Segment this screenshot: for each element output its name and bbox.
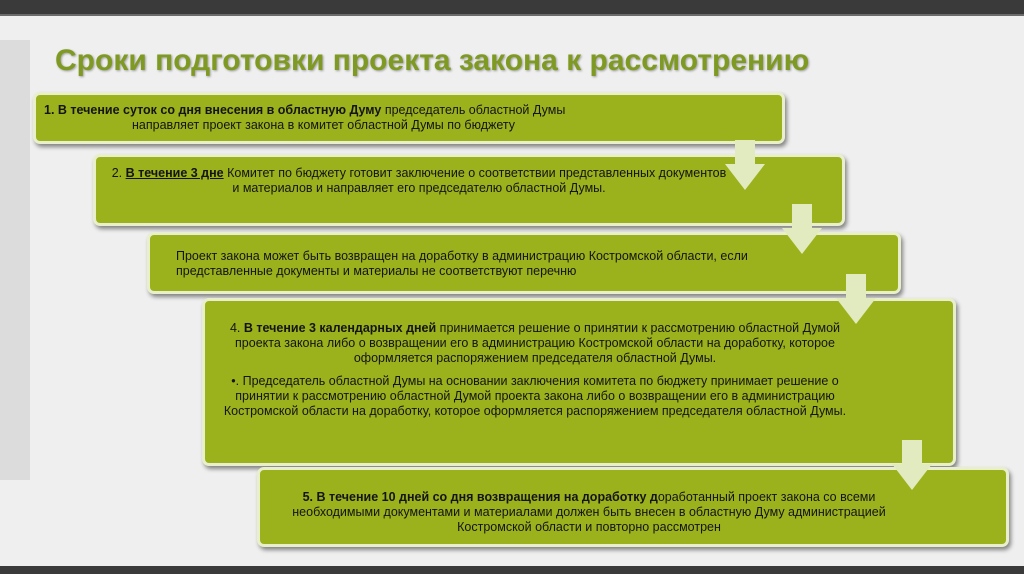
step-1-bold: 1. В течение суток со дня внесения в областную Думу: [44, 103, 382, 117]
top-line: [0, 14, 1024, 16]
step-2-prefix: 2.: [111, 166, 126, 180]
step-4-bold: В течение 3 календарных дней: [243, 321, 437, 335]
step-3-text: Проект закона может быть возвращен на доработку в администрацию Костромской области, если представленные документы и материалы не соответствуют перечню: [176, 249, 748, 278]
top-bar: [0, 0, 1024, 14]
step-4-prefix: 4.: [229, 321, 244, 335]
step-4-text: [217, 321, 853, 366]
bottom-bar: [0, 566, 1024, 574]
left-stripe: [0, 40, 30, 480]
step-1-box: [33, 92, 785, 144]
arrow-down-icon: [725, 140, 765, 190]
step-2-text: [108, 166, 730, 196]
arrow-down-icon: [836, 274, 876, 324]
step-1-line1-rest: председатель областной Думы: [381, 103, 566, 117]
step-2-rest: Комитет по бюджету готовит заключение о соответствии представленных документов и материалов и направляет его председателю областной Думы.: [223, 166, 727, 195]
page-title: Сроки подготовки проекта закона к рассмотрению: [55, 44, 810, 77]
step-1-line1: [44, 103, 774, 118]
step-4-bullet-text: . Председатель областной Думы на основании заключения комитета по бюджету принимает решение о принятии к рассмотрению областной Думой проекта закона либо о возвращении его в администрацию Костромской области на доработку, которое оформляется распоряжением председателя областной Думы.: [223, 374, 847, 418]
step-2-bold: В течение 3 дне: [125, 166, 224, 180]
step-5-bold: 5. В течение 10 дней со дня возвращения на доработку д: [302, 490, 658, 504]
step-4-rest: принимается решение о принятии к рассмотрению областной Думой проекта закона либо о возвращении его в администрацию Костромской области на доработку, которое оформляется распоряжением председателя областной Думы.: [235, 321, 841, 365]
step-5-rest: оработанный проект закона со всеми необходимыми документами и материалами должен быть внесен в областную Думу администрацией Костромской области и повторно рассмотрен: [292, 490, 886, 534]
arrow-down-icon: [892, 440, 932, 490]
arrow-down-icon: [782, 204, 822, 254]
step-5-text: [272, 490, 906, 535]
step-4-bullet: •: [231, 374, 236, 388]
step-4-bullet-paragraph: [217, 374, 853, 419]
step-1-line2: направляет проект закона в комитет областной Думы по бюджету: [132, 118, 515, 132]
